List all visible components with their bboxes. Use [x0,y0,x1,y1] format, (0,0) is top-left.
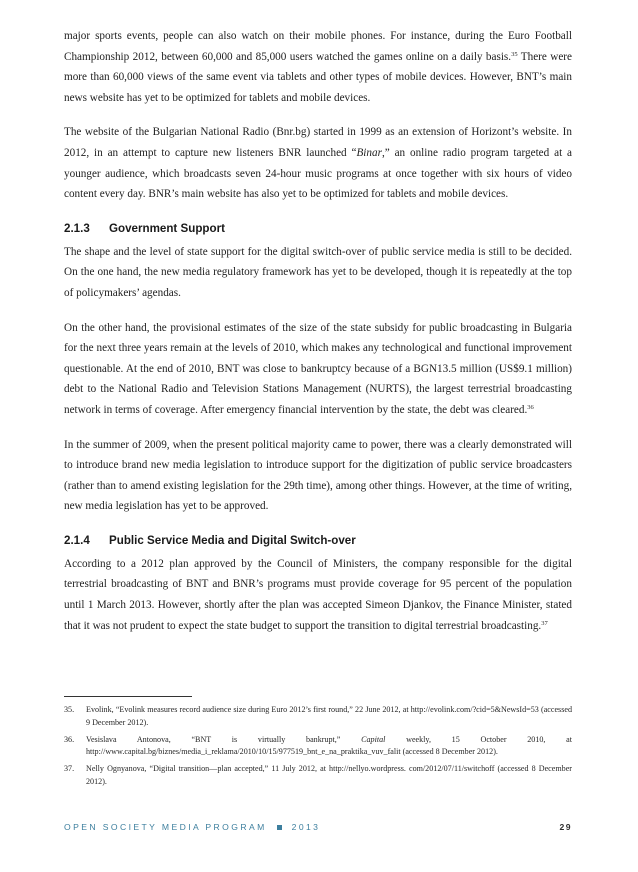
footnote-number: 36. [64,734,75,744]
paragraph-state-support: The shape and the level of state support for the digital switch-over of public service media is still to be decided. On the one hand, the new media regulatory framework has yet to be developed, though it is repeatedly at the top of policymakers’ agendas. [64,245,572,299]
section-number: 2.1.3 [64,221,90,235]
footnote-text [86,763,572,788]
paragraph-text: On the other hand, the provisional estimates of the size of the state subsidy for public broadcasting in Bulgaria for the next three years remain at the levels of 2010, which makes any technological and functional improvement questionable. At the end of 2010, BNT was close to bankruptcy because of a BGN13.5 million (US$9.1 million) debt to the National Radio and Television Stations Management (NURTS), the largest terrestrial broadcasting network in terms of coverage. After emergency financial intervention by the state, the debt was cleared. [64,321,572,416]
paragraph-text: ,” an online radio program targeted at a younger audience, which broadcasts seven 24-hour music programs at once together with six hours of video content every day. BNR’s main website has also yet to be optimized for tablets and mobile devices. [64,146,572,201]
section-title: Public Service Media and Digital Switch-over [109,533,356,547]
section-number: 2.1.4 [64,533,90,547]
paragraph-bnr-website [64,122,572,204]
footnote-35 [64,704,572,729]
footnote-text-part: Evolink, “Evolink measures record audience size during Euro 2012’s first round,” 22 June 2012, at http://evolink.com/?cid=5&NewsId=53 (accessed 9 December 2012). [86,705,572,727]
footnote-text-part: Nelly Ognyanova, “Digital transition—plan accepted,” 11 July 2012, at http://nellyo.wordpress. com/2012/07/11/switchoff (accessed 8 December 2012). [86,764,572,786]
footnote-37 [64,763,572,788]
footnote-number: 35. [64,705,75,714]
footnote-ref-35[interactable]: 35 [511,50,518,58]
footnote-text [86,704,572,729]
footnote-36 [64,734,572,759]
paragraph-text: According to a 2012 plan approved by the Council of Ministers, the company responsible for the digital terrestrial broadcasting of BNT and BNR’s programs must provide coverage for 95 percent of the population until 1 March 2013. However, shortly after the plan was accepted Simeon Djankov, the Finance Minister, stated that it was not prudent to expect the state budget to support the transition to digital terrestrial broadcasting. [64,557,572,632]
paragraph-council-plan [64,554,572,636]
section-title: Government Support [109,221,225,235]
paragraph-media-legislation: In the summer of 2009, when the present political majority came to power, there was a clearly demonstrated will to introduce brand new media legislation to introduce support for the digitization of public service broadcasters (rather than to amend existing legislation for the 29th time), among other things. However, at the time of writing, new media legislation has yet to be approved. [64,438,572,513]
page-footer [64,822,572,838]
section-heading-government-support [64,219,572,239]
section-heading-digital-switchover [64,531,572,551]
footer-series [64,822,320,832]
footnote-text [86,734,572,759]
emphasis-binar: Binar [356,146,382,159]
page-number: 29 [559,822,572,832]
footer-series-name: OPEN SOCIETY MEDIA PROGRAM [64,822,267,832]
footnote-number: 37. [64,764,75,774]
footnote-text-part: Vesislava Antonova, “BNT is virtually bankrupt,” [86,734,362,744]
paragraph-text: major sports events, people can also watch on their mobile phones. For instance, during the Euro Football Championship 2012, between 60,000 and 85,000 users watched the games online on a daily basis. [64,30,572,63]
footer-separator-square [277,825,282,830]
paragraph-mobile-viewing [64,26,572,108]
footnotes [64,696,572,793]
footnote-ref-37[interactable]: 37 [541,619,548,627]
paragraph-state-subsidy [64,318,572,421]
footnote-ref-36[interactable]: 36 [527,403,534,411]
paragraph-text: There were more than 60,000 views of the same event via tablets and other types of mobile devices. However, BNT’s main news website has yet to be optimized for tablets and mobile devices. [64,50,573,104]
footnote-text-part: weekly, 15 October 2010, at http://www.capital.bg/biznes/media_i_reklama/2010/10/15/977519_bnt_e_na_praktika_vuv_falit (accessed 8 December 2012). [86,734,572,757]
paragraph-text: The website of the Bulgarian National Radio (Bnr.bg) started in 1999 as an extension of Horizont’s website. In 2012, in an attempt to capture new listeners BNR launched “ [64,126,572,159]
footnote-emphasis: Capital [361,734,386,744]
footer-year: 2013 [291,822,321,832]
footnote-divider [64,696,192,697]
main-text [64,26,572,636]
